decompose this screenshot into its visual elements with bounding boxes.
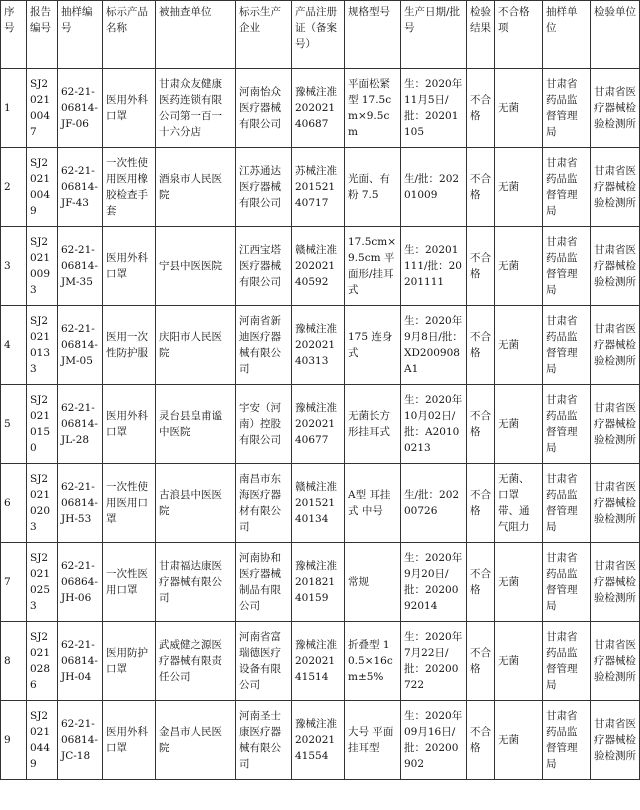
header-cell: 序号 <box>1 1 27 69</box>
table-row <box>1 464 640 543</box>
cell-sample-no: 62-21-06814-JF-06 <box>58 69 103 148</box>
cell-failed-item: 无菌 <box>495 701 543 780</box>
cell-batch: 生/批：20200726 <box>401 464 467 543</box>
cell-failed-item: 无菌 <box>495 543 543 622</box>
cell-sampling-unit: 甘肃省药品监督管理局 <box>543 227 591 306</box>
cell-inspected-unit: 甘肃福达康医疗器械有限公司 <box>156 543 236 622</box>
cell-batch: 生：2020年09月16日/批：20200902 <box>401 701 467 780</box>
cell-sample-no: 62-21-06814-JM-35 <box>58 227 103 306</box>
cell-sample-no: 62-21-06814-JH-04 <box>58 622 103 701</box>
cell-manufacturer: 江西宝塔医疗器械有限公司 <box>236 227 292 306</box>
cell-failed-item: 无菌 <box>495 306 543 385</box>
cell-testing-unit: 甘肃省医疗器械检验检测所 <box>591 622 640 701</box>
table-row <box>1 227 640 306</box>
cell-batch: 生：2020年11月5日/批：20201105 <box>401 69 467 148</box>
table-row <box>1 622 640 701</box>
cell-result: 不合格 <box>467 148 495 227</box>
cell-spec: 大号 平面挂耳型 <box>345 701 401 780</box>
header-cell: 标示产品名称 <box>103 1 156 69</box>
header-cell: 标示生产企业 <box>236 1 292 69</box>
table-row <box>1 543 640 622</box>
cell-product: 一次性医用口罩 <box>103 543 156 622</box>
cell-index: 3 <box>1 227 27 306</box>
header-cell: 生产日期/批号 <box>401 1 467 69</box>
cell-registration: 豫械注准20182140159 <box>292 543 345 622</box>
cell-testing-unit: 甘肃省医疗器械检验检测所 <box>591 385 640 464</box>
cell-batch: 生：2020年9月20日/批：2020092014 <box>401 543 467 622</box>
cell-registration: 苏械注准20152140717 <box>292 148 345 227</box>
cell-inspected-unit: 庆阳市人民医院 <box>156 306 236 385</box>
header-cell: 抽样编号 <box>58 1 103 69</box>
cell-manufacturer: 南昌市东海医疗器材有限公司 <box>236 464 292 543</box>
cell-product: 医用外科口罩 <box>103 385 156 464</box>
cell-result: 不合格 <box>467 69 495 148</box>
cell-index: 1 <box>1 69 27 148</box>
cell-index: 2 <box>1 148 27 227</box>
cell-index: 6 <box>1 464 27 543</box>
cell-result: 不合格 <box>467 306 495 385</box>
cell-inspected-unit: 武威健之源医疗器械有限责任公司 <box>156 622 236 701</box>
cell-report-no: SJ20210133 <box>27 306 58 385</box>
cell-sampling-unit: 甘肃省药品监督管理局 <box>543 306 591 385</box>
cell-testing-unit: 甘肃省医疗器械检验检测所 <box>591 543 640 622</box>
cell-spec: 光面、有粉 7.5 <box>345 148 401 227</box>
header-cell: 规格型号 <box>345 1 401 69</box>
cell-spec: 常规 <box>345 543 401 622</box>
cell-sampling-unit: 甘肃省药品监督管理局 <box>543 543 591 622</box>
cell-registration: 赣械注准20202140592 <box>292 227 345 306</box>
cell-product: 医用外科口罩 <box>103 227 156 306</box>
cell-result: 不合格 <box>467 622 495 701</box>
cell-sample-no: 62-21-06864-JH-06 <box>58 543 103 622</box>
cell-sampling-unit: 甘肃省药品监督管理局 <box>543 385 591 464</box>
cell-batch: 生/批：20201009 <box>401 148 467 227</box>
cell-registration: 豫械注准20202141554 <box>292 701 345 780</box>
cell-index: 7 <box>1 543 27 622</box>
cell-failed-item: 无菌 <box>495 622 543 701</box>
header-cell: 检验单位 <box>591 1 640 69</box>
cell-spec: 平面松紧型 17.5cm×9.5cm <box>345 69 401 148</box>
cell-manufacturer: 河南圣士康医疗器械有限公司 <box>236 701 292 780</box>
cell-testing-unit: 甘肃省医疗器械检验检测所 <box>591 701 640 780</box>
cell-report-no: SJ20210150 <box>27 385 58 464</box>
cell-inspected-unit: 酒泉市人民医院 <box>156 148 236 227</box>
table-row <box>1 701 640 780</box>
cell-product: 医用外科口罩 <box>103 701 156 780</box>
cell-registration: 豫械注准20202141514 <box>292 622 345 701</box>
header-cell: 抽样单位 <box>543 1 591 69</box>
cell-failed-item: 无菌 <box>495 148 543 227</box>
cell-product: 医用一次性防护服 <box>103 306 156 385</box>
cell-report-no: SJ20210449 <box>27 701 58 780</box>
table-row <box>1 306 640 385</box>
cell-testing-unit: 甘肃省医疗器械检验检测所 <box>591 227 640 306</box>
cell-testing-unit: 甘肃省医疗器械检验检测所 <box>591 306 640 385</box>
cell-sampling-unit: 甘肃省药品监督管理局 <box>543 148 591 227</box>
cell-index: 8 <box>1 622 27 701</box>
cell-batch: 生：2020年10月02日/批：A20100213 <box>401 385 467 464</box>
cell-registration: 赣械注准20152140134 <box>292 464 345 543</box>
cell-product: 医用外科口罩 <box>103 69 156 148</box>
cell-report-no: SJ20210203 <box>27 464 58 543</box>
cell-product: 一次性使用医用橡胶检查手套 <box>103 148 156 227</box>
cell-spec: 175 连身式 <box>345 306 401 385</box>
cell-sample-no: 62-21-06814-JH-53 <box>58 464 103 543</box>
cell-batch: 生：2020年9月8日/批：XD200908A1 <box>401 306 467 385</box>
cell-report-no: SJ20210093 <box>27 227 58 306</box>
cell-result: 不合格 <box>467 385 495 464</box>
cell-testing-unit: 甘肃省医疗器械检验检测所 <box>591 464 640 543</box>
header-cell: 检验结果 <box>467 1 495 69</box>
cell-inspected-unit: 宁县中医医院 <box>156 227 236 306</box>
cell-sample-no: 62-21-06814-JM-05 <box>58 306 103 385</box>
header-row <box>1 1 640 69</box>
cell-testing-unit: 甘肃省医疗器械检验检测所 <box>591 69 640 148</box>
table-row <box>1 69 640 148</box>
cell-testing-unit: 甘肃省医疗器械检验检测所 <box>591 148 640 227</box>
cell-index: 5 <box>1 385 27 464</box>
table-body <box>1 69 640 780</box>
cell-result: 不合格 <box>467 464 495 543</box>
table-row <box>1 385 640 464</box>
cell-inspected-unit: 甘肃众友健康医药连锁有限公司第一百一十六分店 <box>156 69 236 148</box>
header-cell: 报告编号 <box>27 1 58 69</box>
cell-result: 不合格 <box>467 701 495 780</box>
cell-report-no: SJ20210286 <box>27 622 58 701</box>
cell-manufacturer: 河南协和医疗器械制品有限公司 <box>236 543 292 622</box>
cell-manufacturer: 宇安（河南）控股有限公司 <box>236 385 292 464</box>
cell-registration: 豫械注准20202140677 <box>292 385 345 464</box>
header-cell: 产品注册证（备案号） <box>292 1 345 69</box>
cell-failed-item: 无菌 <box>495 69 543 148</box>
cell-sampling-unit: 甘肃省药品监督管理局 <box>543 622 591 701</box>
cell-inspected-unit: 灵台县皇甫谧中医院 <box>156 385 236 464</box>
cell-failed-item: 无菌 <box>495 227 543 306</box>
cell-sample-no: 62-21-06814-JF-43 <box>58 148 103 227</box>
cell-sampling-unit: 甘肃省药品监督管理局 <box>543 701 591 780</box>
cell-manufacturer: 河南怡众医疗器械有限公司 <box>236 69 292 148</box>
cell-inspected-unit: 古浪县中医医院 <box>156 464 236 543</box>
cell-failed-item: 无菌 <box>495 385 543 464</box>
cell-product: 一次性使用医用口罩 <box>103 464 156 543</box>
cell-batch: 生：2020年7月22日/批：20200722 <box>401 622 467 701</box>
header-cell: 不合格项 <box>495 1 543 69</box>
cell-sampling-unit: 甘肃省药品监督管理局 <box>543 69 591 148</box>
cell-failed-item: 无菌、口罩带、通气阻力 <box>495 464 543 543</box>
cell-report-no: SJ20210253 <box>27 543 58 622</box>
cell-sample-no: 62-21-06814-JC-18 <box>58 701 103 780</box>
cell-sampling-unit: 甘肃省药品监督管理局 <box>543 464 591 543</box>
cell-registration: 豫械注准20202140313 <box>292 306 345 385</box>
header-cell: 被抽查单位 <box>156 1 236 69</box>
cell-product: 医用防护口罩 <box>103 622 156 701</box>
cell-report-no: SJ20210049 <box>27 148 58 227</box>
cell-spec: 无菌长方形挂耳式 <box>345 385 401 464</box>
cell-index: 9 <box>1 701 27 780</box>
cell-inspected-unit: 金昌市人民医院 <box>156 701 236 780</box>
cell-spec: 折叠型 10.5×16cm±5% <box>345 622 401 701</box>
cell-batch: 生：20201111/批：20201111 <box>401 227 467 306</box>
cell-result: 不合格 <box>467 227 495 306</box>
cell-manufacturer: 河南省新迪医疗器械有限公司 <box>236 306 292 385</box>
cell-result: 不合格 <box>467 543 495 622</box>
cell-sample-no: 62-21-06814-JL-28 <box>58 385 103 464</box>
cell-spec: A型 耳挂式 中号 <box>345 464 401 543</box>
cell-spec: 17.5cm×9.5cm 平面形/挂耳式 <box>345 227 401 306</box>
cell-registration: 豫械注准20202140687 <box>292 69 345 148</box>
cell-manufacturer: 河南省富瑞德医疗设备有限公司 <box>236 622 292 701</box>
table-row <box>1 148 640 227</box>
cell-report-no: SJ20210047 <box>27 69 58 148</box>
cell-index: 4 <box>1 306 27 385</box>
cell-manufacturer: 江苏通达医疗器械有限公司 <box>236 148 292 227</box>
